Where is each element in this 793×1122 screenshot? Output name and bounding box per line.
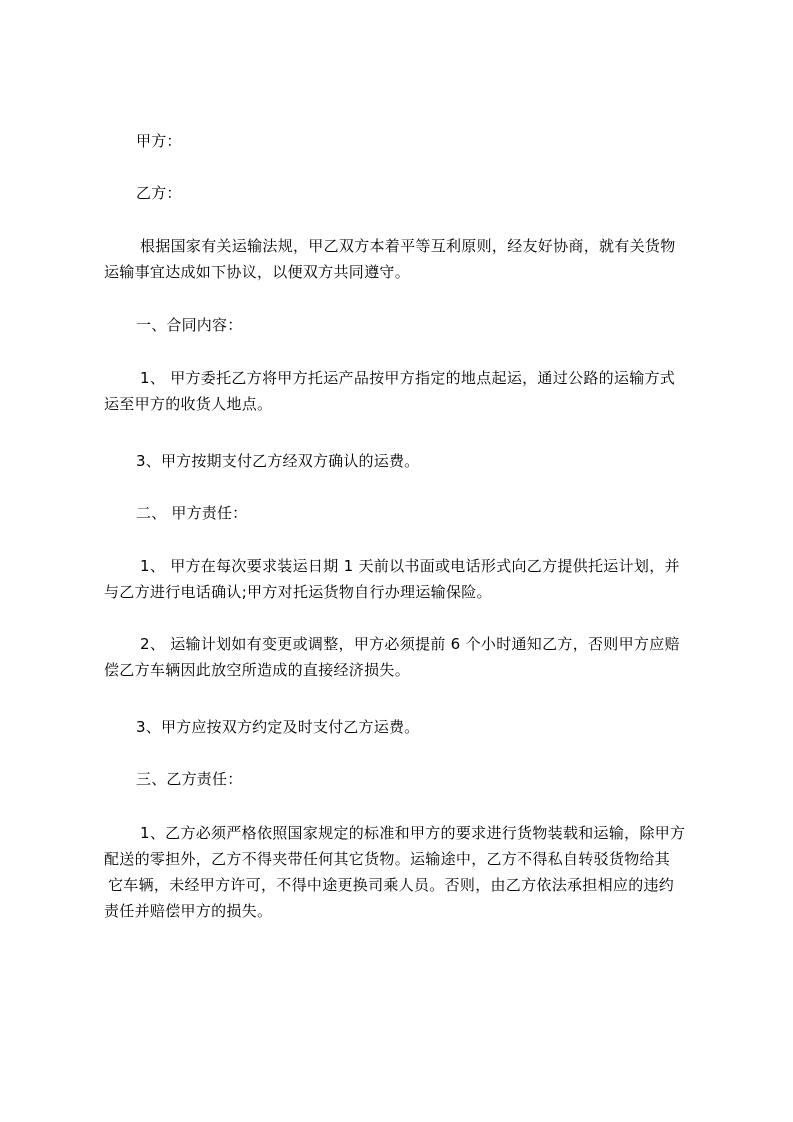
s3-item1-line-4: 责任并赔偿甲方的损失。 bbox=[104, 902, 273, 920]
intro-line-1: 根据国家有关运输法规，甲乙双方本着平等互利原则，经友好协商，就有关货物 bbox=[140, 237, 676, 255]
s1-item1-line-1: 1、 甲方委托乙方将甲方托运产品按甲方指定的地点起运，通过公路的运输方式 bbox=[140, 369, 676, 387]
intro-paragraph bbox=[104, 233, 676, 285]
section-1-item-1 bbox=[104, 365, 675, 417]
party-b-label: 乙方： bbox=[136, 184, 182, 202]
intro-line-2: 运输事宜达成如下协议，以便双方共同遵守。 bbox=[104, 263, 411, 281]
s2-item2-line-2: 偿乙方车辆因此放空所造成的直接经济损失。 bbox=[104, 661, 411, 679]
section-1-item-3: 3、甲方按期支付乙方经双方确认的运费。 bbox=[136, 452, 420, 470]
section-2-item-2 bbox=[104, 631, 680, 683]
section-2-item-3: 3、甲方应按双方约定及时支付乙方运费。 bbox=[136, 718, 420, 736]
party-a-label: 甲方： bbox=[136, 132, 182, 150]
s2-item2-line-1: 2、 运输计划如有变更或调整，甲方必须提前 6 个小时通知乙方，否则甲方应赔 bbox=[140, 635, 680, 653]
s1-item1-line-2: 运至甲方的收货人地点。 bbox=[104, 395, 273, 413]
s3-item1-line-2: 配送的零担外，乙方不得夹带任何其它货物。运输途中，乙方不得私自转驳货物给其 bbox=[104, 850, 671, 868]
s3-item1-line-3: 它车辆，未经甲方许可，不得中途更换司乘人员。否则，由乙方依法承担相应的违约 bbox=[108, 876, 675, 894]
section-3-title: 三、乙方责任： bbox=[136, 770, 243, 788]
section-1-title: 一、合同内容： bbox=[136, 316, 243, 334]
s2-item1-line-2: 与乙方进行电话确认;甲方对托运货物自行办理运输保险。 bbox=[104, 583, 492, 601]
section-3-item-1 bbox=[104, 820, 685, 924]
s3-item1-line-1: 1、乙方必须严格依照国家规定的标准和甲方的要求进行货物装载和运输，除甲方 bbox=[140, 824, 686, 842]
section-2-item-1 bbox=[104, 553, 680, 605]
s2-item1-line-1: 1、 甲方在每次要求装运日期 1 天前以书面或电话形式向乙方提供托运计划，并 bbox=[140, 557, 680, 575]
section-2-title: 二、 甲方责任： bbox=[136, 504, 248, 522]
